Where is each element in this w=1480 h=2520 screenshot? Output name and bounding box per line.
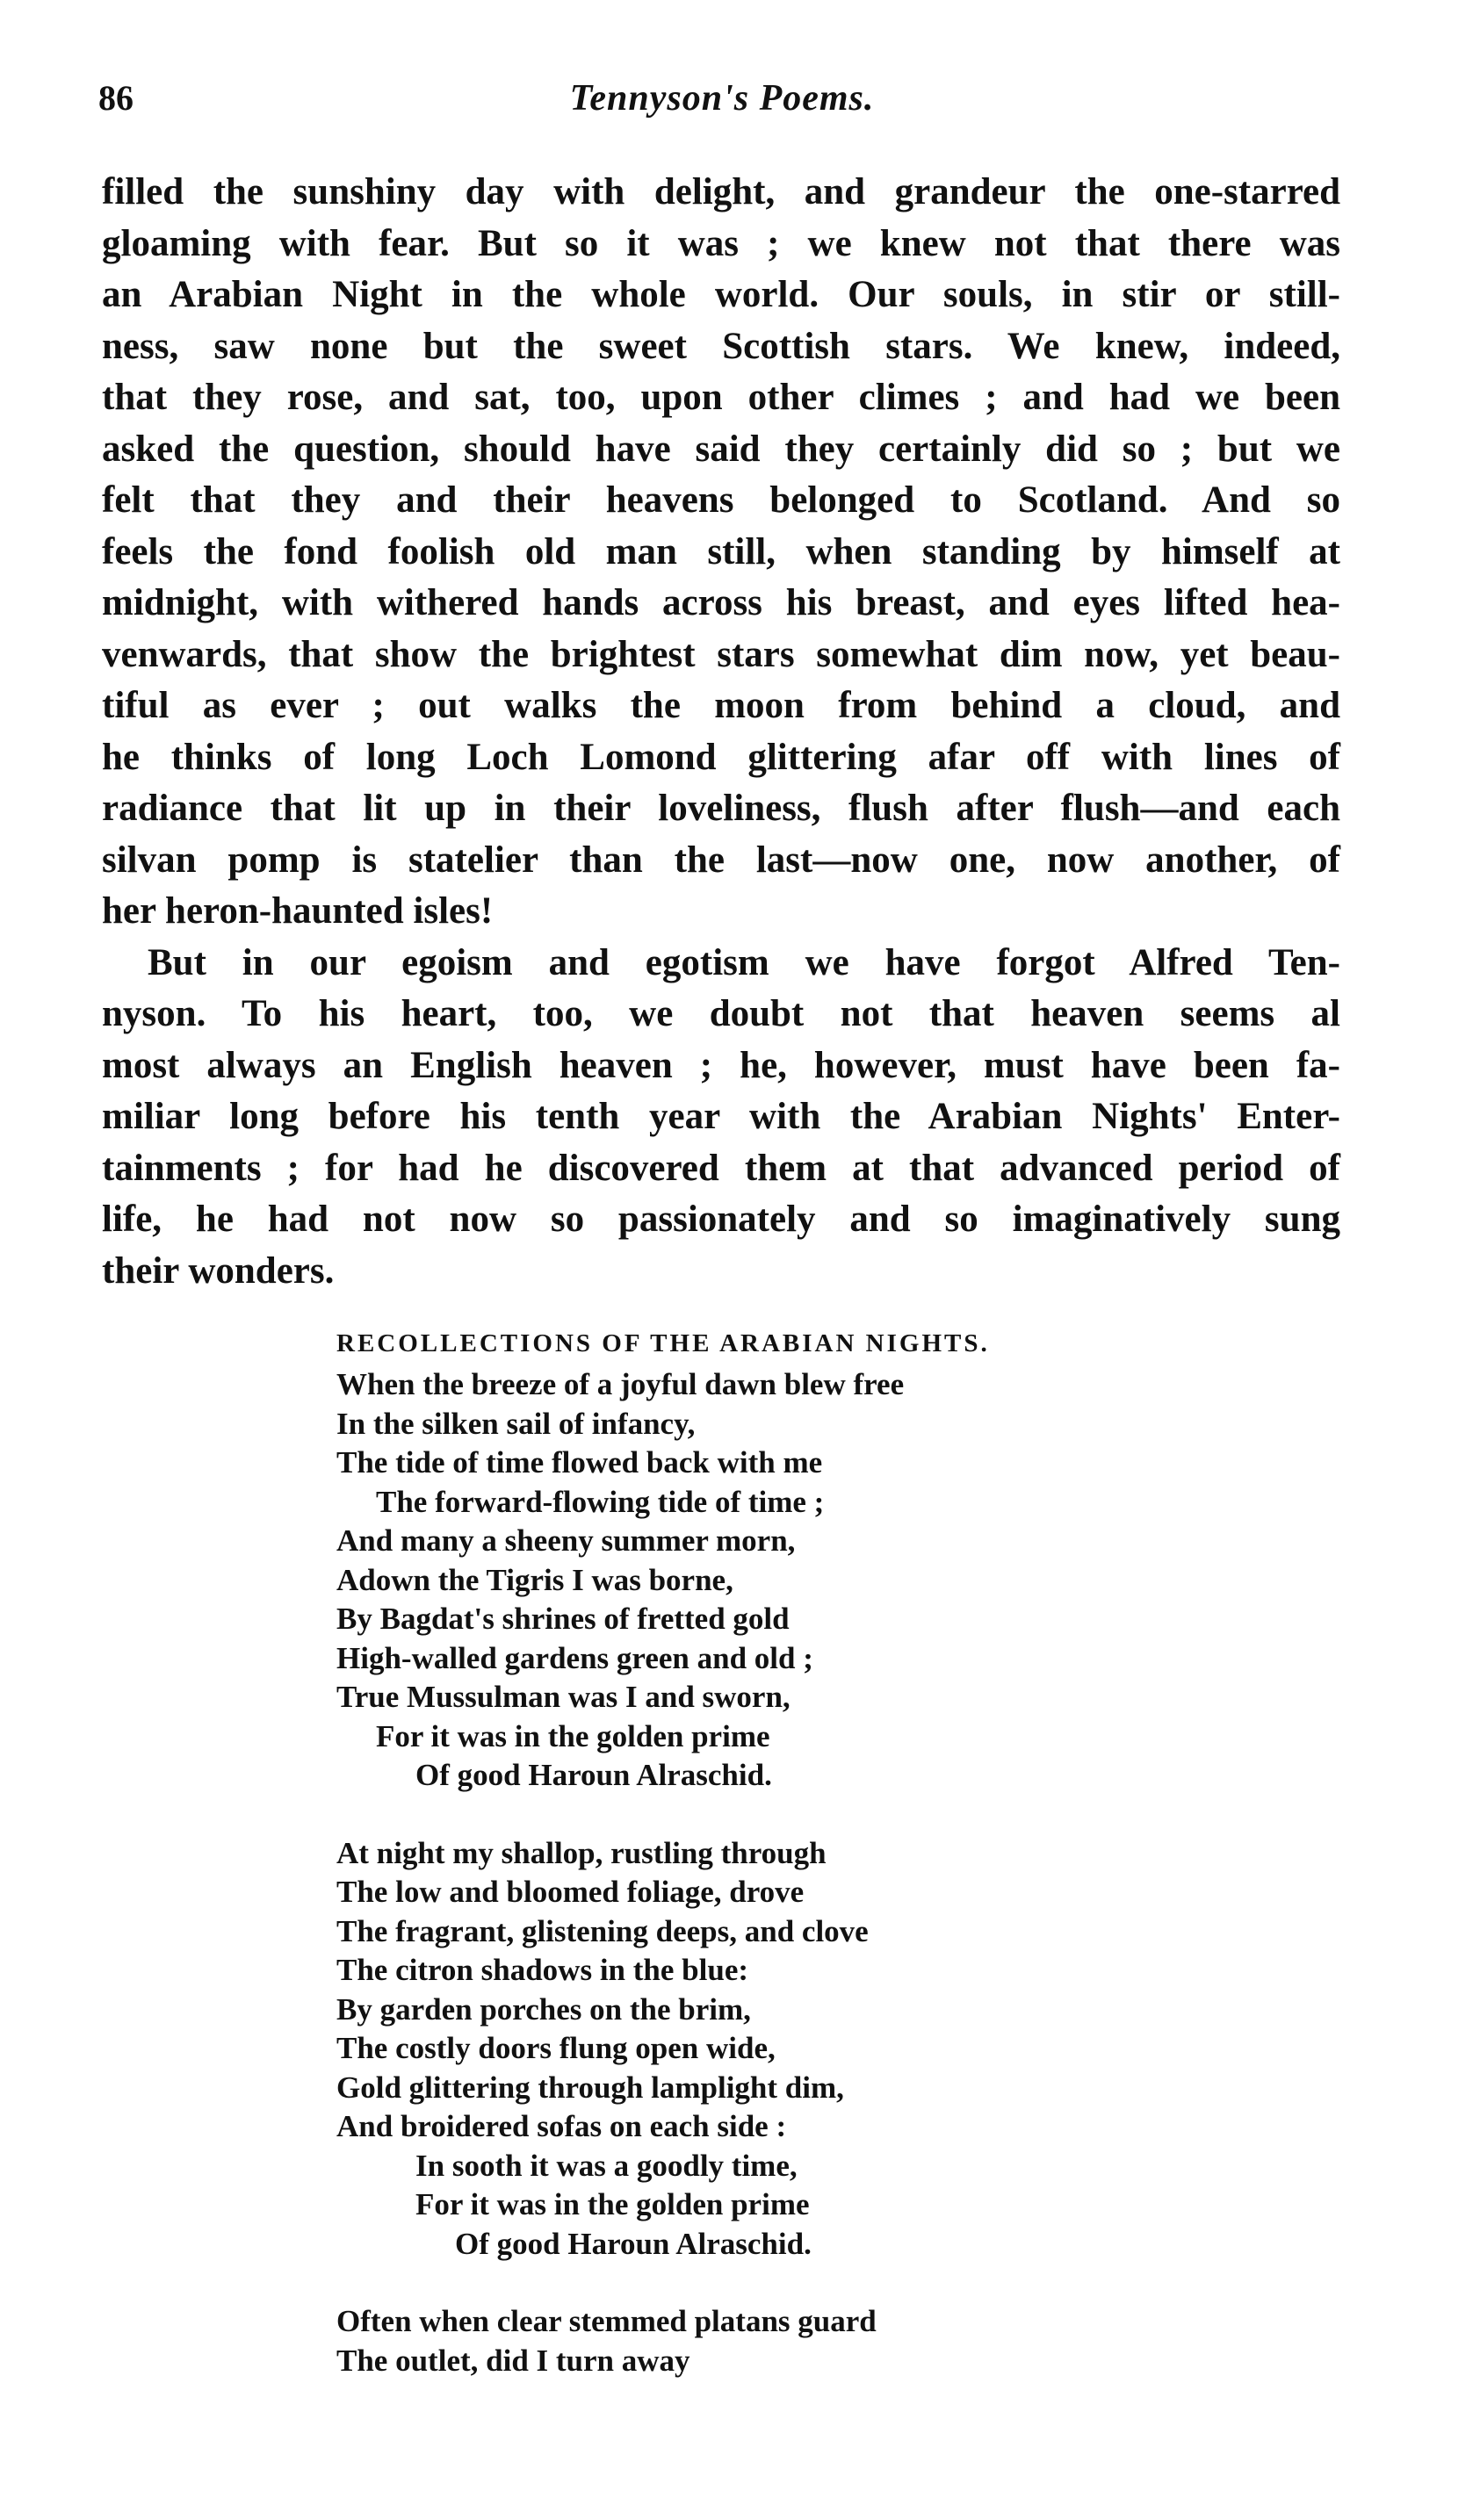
verse-line: The outlet, did I turn away	[336, 2343, 690, 2378]
verse-line: True Mussulman was I and sworn,	[336, 1680, 791, 1714]
prose-line: he thinks of long Loch Lomond glittering afar off with lines of	[102, 736, 1340, 778]
prose-line: their wonders.	[102, 1249, 335, 1292]
verse-line: In sooth it was a goodly time,	[415, 2148, 798, 2183]
prose-line: life, he had not now so passionately and so imaginatively sung	[102, 1199, 1340, 1240]
poem-title: RECOLLECTIONS OF THE ARABIAN NIGHTS.	[336, 1329, 990, 1357]
verse-line: Often when clear stemmed platans guard	[336, 2304, 877, 2338]
prose-line: silvan pomp is statelier than the last—now one, now another, of	[102, 839, 1340, 881]
prose-line: ness, saw none but the sweet Scottish stars. We knew, indeed,	[102, 325, 1340, 367]
poem-stanza-2	[336, 1834, 1171, 2264]
running-title: Tennyson's Poems.	[569, 78, 875, 119]
verse-line: The low and bloomed foliage, drove	[336, 1875, 805, 1909]
poem	[336, 1321, 1171, 2419]
verse-line: Gold glittering through lamplight dim,	[336, 2070, 844, 2105]
verse-line: Adown the Tigris I was borne,	[336, 1562, 733, 1597]
verse-line: Of good Haroun Alraschid.	[455, 2226, 812, 2261]
page-number: 86	[98, 78, 134, 118]
verse-line: At night my shallop, rustling through	[336, 1835, 827, 1870]
prose-line: an Arabian Night in the whole world. Our souls, in stir or still-	[102, 274, 1340, 315]
verse-line: In the silken sail of infancy,	[336, 1406, 696, 1441]
verse-line: When the breeze of a joyful dawn blew free	[336, 1367, 905, 1401]
prose-line: miliar long before his tenth year with the Arabian Nights' Enter-	[102, 1096, 1340, 1137]
prose-line: tainments ; for had he discovered them at that advanced period of	[102, 1147, 1340, 1189]
verse-line: The citron shadows in the blue:	[336, 1953, 749, 1987]
page-header	[98, 77, 1346, 130]
verse-line: The tide of time flowed back with me	[336, 1445, 823, 1480]
prose-line: her heron-haunted isles!	[102, 890, 494, 932]
verse-line: For it was in the golden prime	[376, 1718, 770, 1753]
prose-line: venwards, that show the brightest stars somewhat dim now, yet beau-	[102, 633, 1340, 675]
prose-line: that they rose, and sat, too, upon other climes ; and had we been	[102, 377, 1340, 418]
verse-line: And many a sheeny summer morn,	[336, 1523, 796, 1558]
verse-line: The costly doors flung open wide,	[336, 2031, 776, 2065]
prose-line: asked the question, should have said they certainly did so ; but we	[102, 428, 1340, 470]
prose-line: nyson. To his heart, too, we doubt not that heaven seems al	[102, 993, 1340, 1034]
prose-line: radiance that lit up in their loveliness, flush after flush—and each	[102, 788, 1340, 829]
verse-line: The forward-flowing tide of time ;	[376, 1484, 825, 1519]
verse-line: High-walled gardens green and old ;	[336, 1640, 813, 1675]
prose-line: midnight, with withered hands across his breast, and eyes lifted hea-	[102, 582, 1340, 623]
verse-line: And broidered sofas on each side :	[336, 2109, 787, 2143]
verse-line: By Bagdat's shrines of fretted gold	[336, 1602, 790, 1636]
prose-line: But in our egoism and egotism we have forgot Alfred Ten-	[148, 941, 1340, 983]
poem-stanza-1	[336, 1365, 1171, 1796]
prose-line: filled the sunshiny day with delight, and grandeur the one-starred	[102, 171, 1340, 212]
prose-line: feels the fond foolish old man still, when standing by himself at	[102, 530, 1340, 572]
poem-stanza-3	[336, 2302, 1171, 2380]
verse-line: By garden porches on the brim,	[336, 1991, 751, 2027]
prose-line: gloaming with fear. But so it was ; we knew not that there was	[102, 222, 1340, 264]
verse-line: Of good Haroun Alraschid.	[415, 1758, 772, 1792]
prose-body	[102, 167, 1340, 1297]
prose-line: most always an English heaven ; he, however, must have been fa-	[102, 1044, 1340, 1086]
verse-line: The fragrant, glistening deeps, and clove	[336, 1913, 869, 1948]
prose-line: tiful as ever ; out walks the moon from behind a cloud, and	[102, 685, 1340, 726]
prose-line: felt that they and their heavens belonged to Scotland. And so	[102, 479, 1340, 521]
verse-line: For it was in the golden prime	[415, 2187, 810, 2221]
